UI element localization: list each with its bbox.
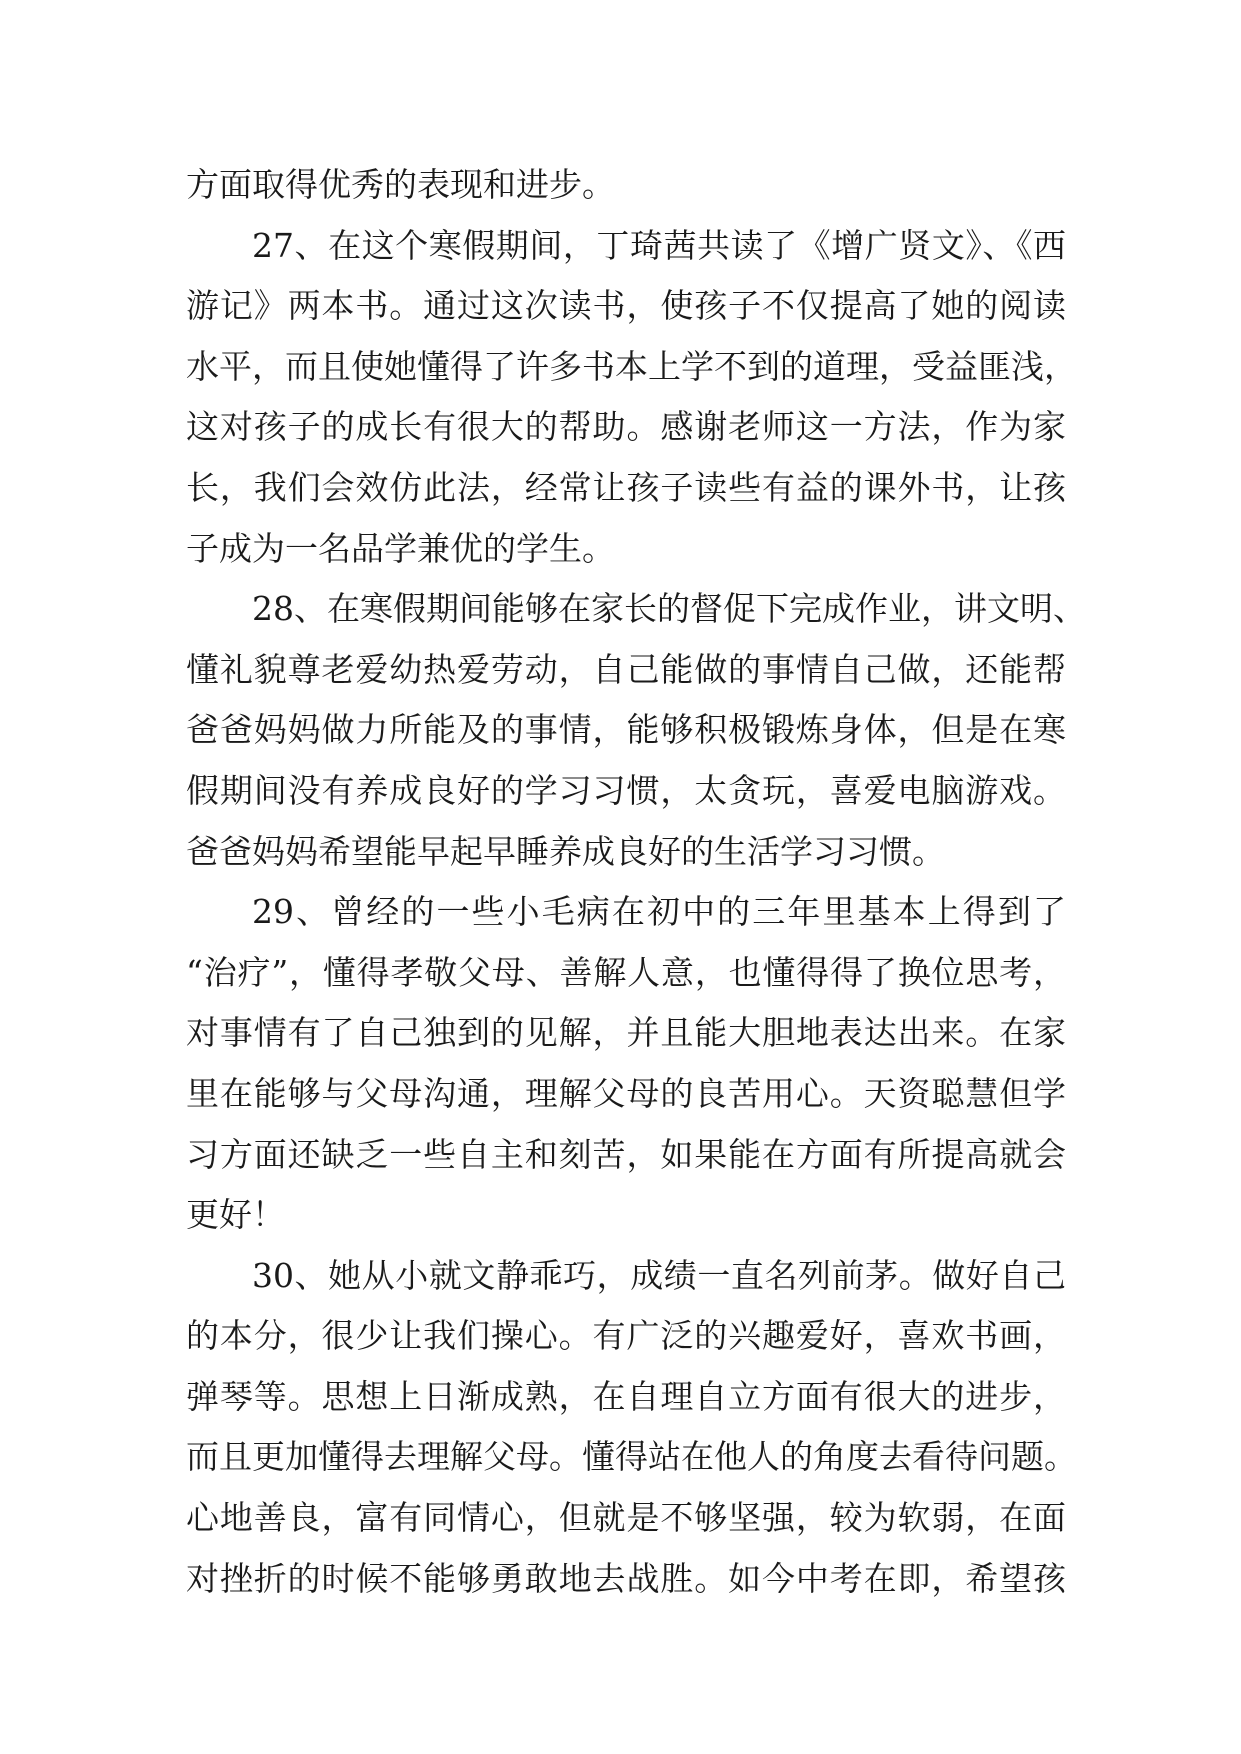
text-line: 里在能够与父母沟通，理解父母的良苦用心。天资聪慧但学 — [186, 1073, 1066, 1113]
text-line: 子成为一名品学兼优的学生。 — [186, 528, 615, 568]
text-line: 懂礼貌尊老爱幼热爱劳动，自己能做的事情自己做，还能帮 — [186, 649, 1066, 689]
text-line: 这对孩子的成长有很大的帮助。感谢老师这一方法，作为家 — [186, 407, 1066, 447]
text-line: 的本分，很少让我们操心。有广泛的兴趣爱好，喜欢书画， — [186, 1316, 1066, 1356]
document-body — [186, 155, 1086, 1609]
paragraph-first-line: 29、曾经的一些小毛病在初中的三年里基本上得到了 — [252, 892, 1066, 932]
text-line: 更好！ — [186, 1195, 285, 1235]
text-line: 方面取得优秀的表现和进步。 — [186, 165, 615, 204]
text-line: 心地善良，富有同情心，但就是不够坚强，较为软弱，在面 — [186, 1498, 1066, 1538]
text-line: 假期间没有养成良好的学习习惯，太贪玩，喜爱电脑游戏。 — [186, 770, 1066, 810]
text-line: 水平，而且使她懂得了许多书本上学不到的道理，受益匪浅， — [186, 346, 1077, 386]
text-line: 对挫折的时候不能够勇敢地去战胜。如今中考在即，希望孩 — [186, 1558, 1066, 1598]
text-line: 而且更加懂得去理解父母。懂得站在他人的角度去看待问题。 — [186, 1437, 1077, 1477]
paragraph-first-line: 30、她从小就文静乖巧，成绩一直名列前茅。做好自己 — [252, 1255, 1066, 1295]
text-line: 习方面还缺乏一些自主和刻苦，如果能在方面有所提高就会 — [186, 1134, 1066, 1174]
text-line: 爸爸妈妈希望能早起早睡养成良好的生活学习习惯。 — [186, 831, 945, 871]
text-line: 弹琴等。思想上日渐成熟，在自理自立方面有很大的进步， — [186, 1376, 1066, 1416]
text-line: “治疗”，懂得孝敬父母、善解人意，也懂得得了换位思考， — [186, 952, 1066, 992]
text-line: 对事情有了自己独到的见解，并且能大胆地表达出来。在家 — [186, 1013, 1066, 1053]
paragraph-first-line: 27、在这个寒假期间，丁琦茜共读了《增广贤文》、《西 — [252, 225, 1066, 265]
text-line: 爸爸妈妈做力所能及的事情，能够积极锻炼身体，但是在寒 — [186, 710, 1066, 750]
text-line: 长，我们会效仿此法，经常让孩子读些有益的课外书，让孩 — [186, 467, 1066, 507]
text-line: 游记》两本书。通过这次读书，使孩子不仅提高了她的阅读 — [186, 286, 1066, 326]
paragraph-first-line: 28、在寒假期间能够在家长的督促下完成作业，讲文明、 — [252, 589, 1086, 629]
